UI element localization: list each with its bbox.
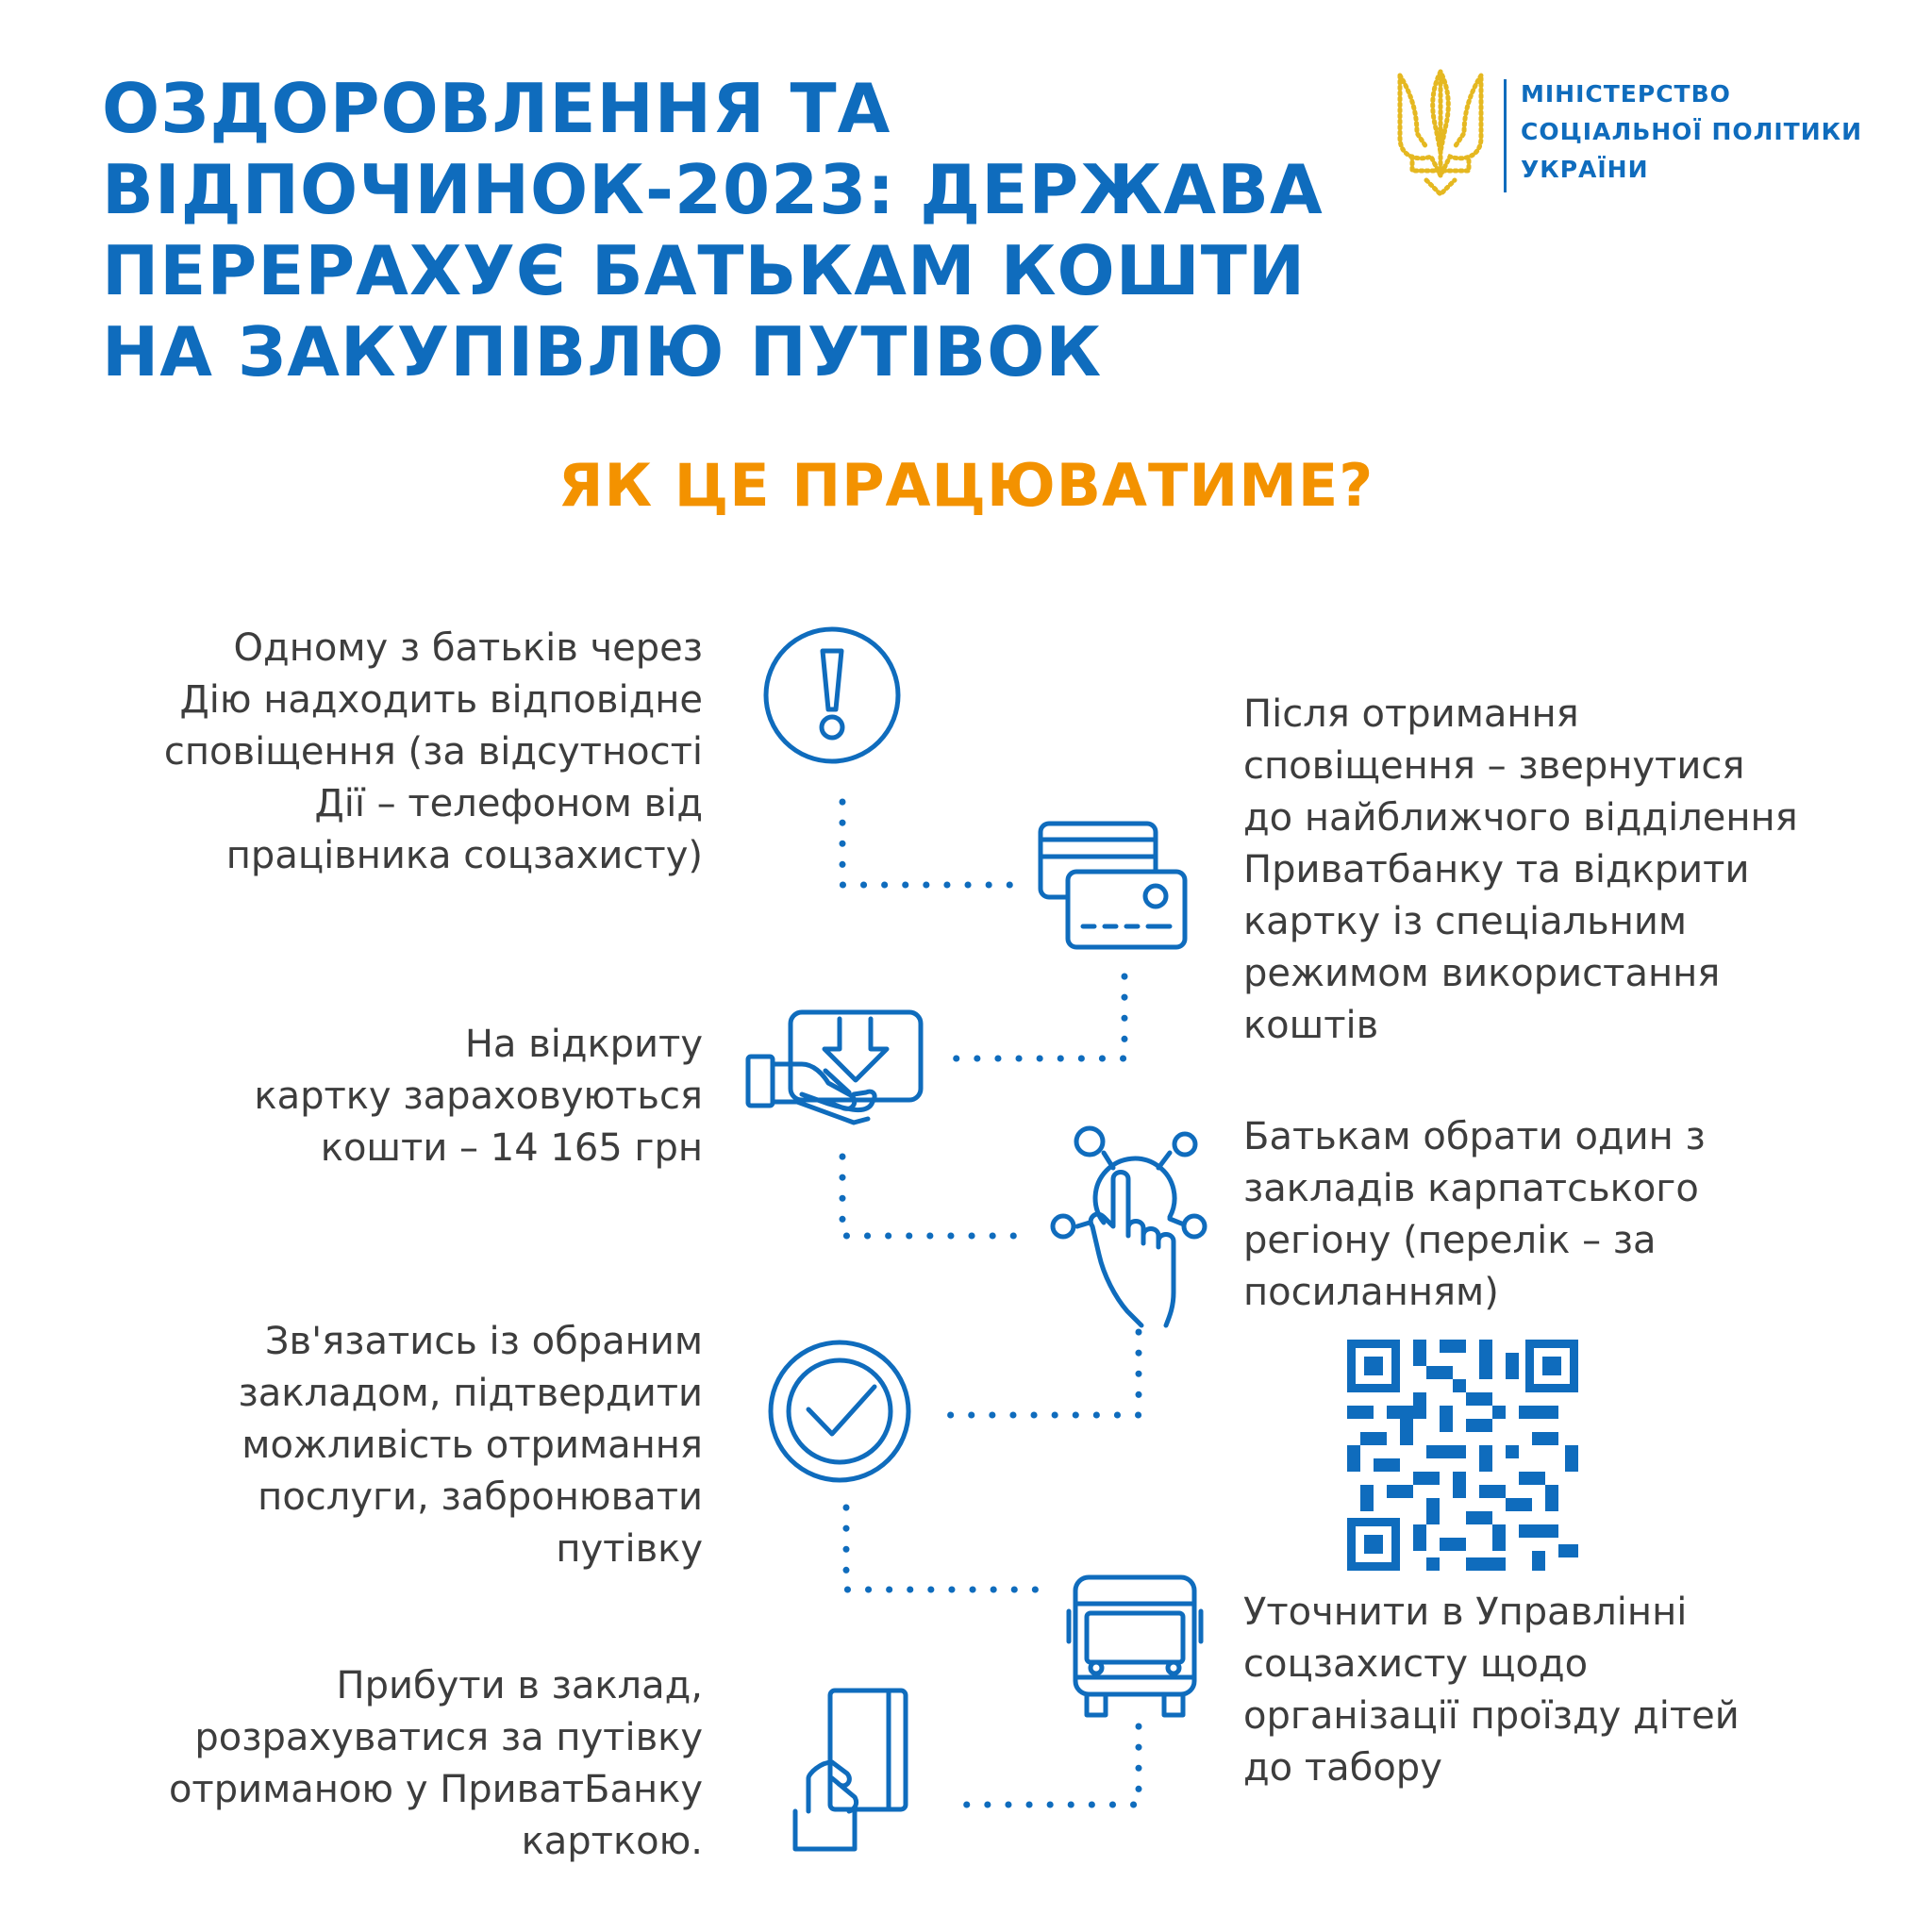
exclamation-circle-icon bbox=[766, 629, 898, 761]
connector-5-6 bbox=[846, 1507, 1042, 1590]
step-1-line: Дію надходить відповідне bbox=[179, 678, 703, 722]
step-4-line: посиланням) bbox=[1243, 1271, 1499, 1314]
step-1-line: працівника соцзахисту) bbox=[225, 834, 703, 877]
step-6-line: до табору bbox=[1243, 1746, 1442, 1790]
step-5-line: закладом, підтвердити bbox=[238, 1372, 703, 1415]
step-1-line: Одному з батьків через bbox=[233, 626, 703, 670]
step-2-line: коштів bbox=[1243, 1004, 1379, 1047]
step-6-line: Уточнити в Управлінні bbox=[1243, 1591, 1688, 1634]
step-4-line: закладів карпатського bbox=[1243, 1167, 1699, 1210]
step-6-text bbox=[1243, 1587, 1740, 1794]
step-7-line: карткою. bbox=[521, 1820, 703, 1863]
hand-card-icon bbox=[795, 1690, 906, 1849]
title-line: НА ЗАКУПІВЛЮ ПУТІВОК bbox=[102, 312, 1103, 391]
connector-4-5 bbox=[946, 1332, 1139, 1415]
connector-1-2 bbox=[842, 802, 1014, 885]
step-2-line: режимом використання bbox=[1243, 952, 1721, 995]
step-1-line: Дії – телефоном від bbox=[314, 782, 703, 825]
check-circle-icon bbox=[771, 1342, 908, 1480]
title-line: ПЕРЕРАХУЄ БАТЬКАМ КОШТИ bbox=[102, 231, 1307, 310]
step-4-line: регіону (перелік – за bbox=[1243, 1219, 1657, 1262]
step-2-line: Після отримання bbox=[1243, 692, 1579, 736]
bus-icon bbox=[1069, 1577, 1201, 1715]
connector-3-4 bbox=[842, 1157, 1014, 1236]
step-4-line: Батькам обрати один з bbox=[1243, 1115, 1706, 1158]
step-1-line: сповіщення (за відсутності bbox=[163, 730, 703, 774]
step-5-text bbox=[239, 1316, 704, 1575]
step-2-line: сповіщення – звернутися bbox=[1243, 744, 1745, 788]
step-3-line: кошти – 14 165 грн bbox=[320, 1126, 703, 1170]
step-3-line: картку зараховуються bbox=[254, 1074, 703, 1118]
step-5-line: путівку bbox=[556, 1527, 703, 1571]
connector-6-7 bbox=[946, 1726, 1139, 1805]
step-5-line: Зв'язатись із обраним bbox=[264, 1320, 703, 1363]
ministry-name-line: СОЦІАЛЬНОЇ ПОЛІТИКИ bbox=[1521, 118, 1863, 145]
bank-cards-icon bbox=[1041, 824, 1185, 947]
step-2-line: Приватбанку та відкрити bbox=[1243, 848, 1750, 891]
money-deposit-hand-icon bbox=[748, 1012, 921, 1123]
step-4-text bbox=[1243, 1111, 1706, 1319]
qr-code-icon[interactable] bbox=[1347, 1340, 1578, 1571]
step-7-text bbox=[169, 1660, 703, 1868]
step-3-text bbox=[254, 1019, 703, 1174]
step-3-line: На відкриту bbox=[464, 1023, 703, 1066]
step-5-line: послуги, забронювати bbox=[258, 1475, 703, 1519]
step-6-line: організації проїзду дітей bbox=[1243, 1694, 1740, 1738]
ministry-name-line: МІНІСТЕРСТВО bbox=[1521, 80, 1731, 108]
step-7-line: Прибути в заклад, bbox=[336, 1664, 703, 1707]
step-1-text bbox=[164, 623, 703, 882]
connector-2-3 bbox=[951, 976, 1124, 1058]
ministry-name-line: УКРАЇНИ bbox=[1521, 156, 1649, 183]
step-7-line: розрахуватися за путівку bbox=[194, 1716, 703, 1759]
step-5-line: можливість отримання bbox=[242, 1424, 703, 1467]
section-subtitle: ЯК ЦЕ ПРАЦЮВАТИМЕ? bbox=[558, 451, 1374, 520]
step-2-text bbox=[1243, 689, 1798, 1052]
step-7-line: отриманою у ПриватБанку bbox=[168, 1768, 703, 1811]
title-line: ВІДПОЧИНОК-2023: ДЕРЖАВА bbox=[102, 150, 1324, 229]
title-line: ОЗДОРОВЛЕННЯ ТА bbox=[102, 69, 891, 148]
step-6-line: соцзахисту щодо bbox=[1243, 1642, 1589, 1686]
step-2-line: до найближчого відділення bbox=[1243, 796, 1798, 840]
step-2-line: картку із спеціальним bbox=[1243, 900, 1688, 943]
hand-pointer-icon bbox=[1053, 1128, 1205, 1325]
